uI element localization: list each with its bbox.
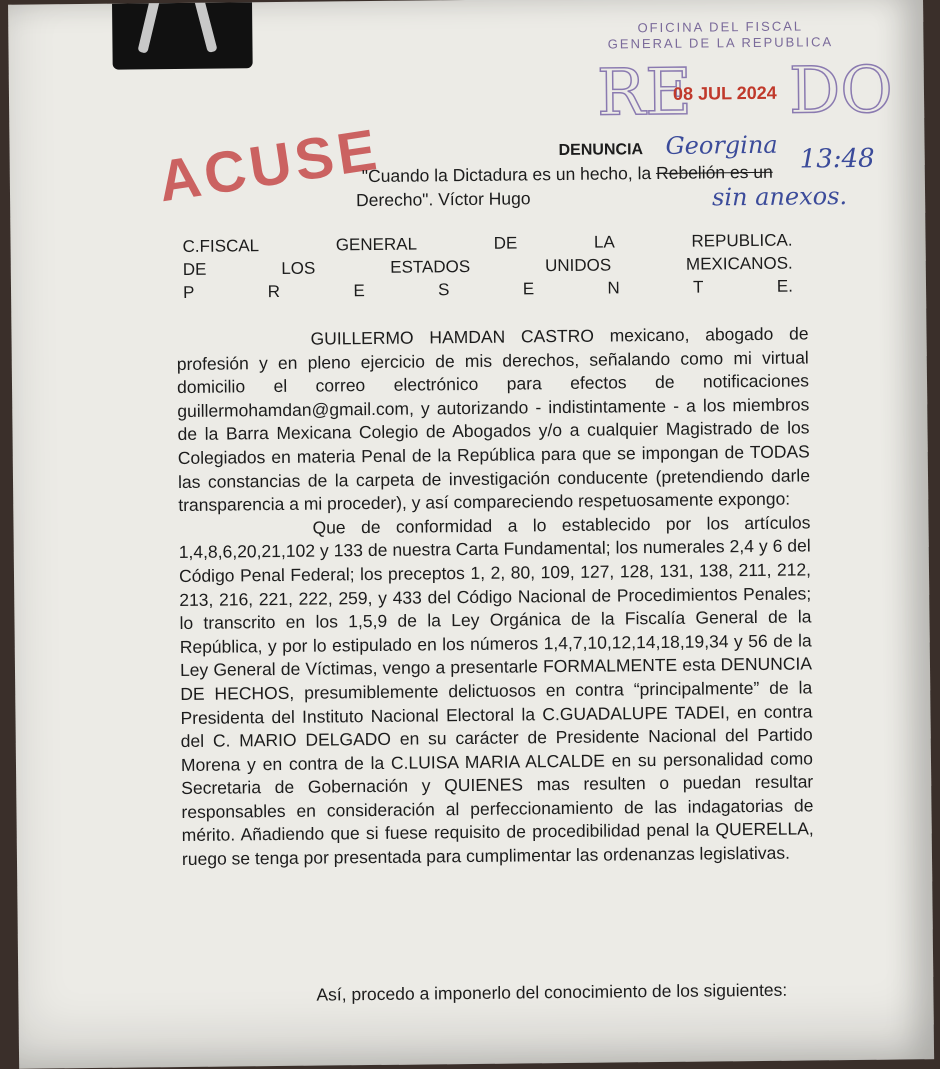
address-line1: [182, 231, 792, 258]
address-letter: T: [693, 277, 704, 297]
document-body: [176, 322, 814, 871]
address-letter: R: [267, 281, 281, 302]
document-page: [8, 0, 934, 1069]
handwritten-name: Georgina: [665, 130, 778, 160]
address-word: GENERAL: [335, 234, 418, 255]
handwritten-note: sin anexos.: [711, 182, 848, 212]
body-paragraph: Que de conformidad a lo establecido por los artículos 1,4,8,6,20,21,102 y 133 de nuestra Carta Fundamental; los numerales 2,4 y 6 del Código Penal Federal; los preceptos 1, 2, 80, 109, 127, 128, 131, 138, 211, 212, 213, 216, 221, 222, 259, y 433 del Código Nacional de Procedimientos Penales; lo transcrito en los 1,5,9 de la Ley Orgánica de la Fiscalía General de la República, y por lo estipulado en los números 1,4,7,10,12,14,18,19,34 y 56 de la Ley General de Víctimas, vengo a presentarle FORMALMENTE esta DENUNCIA DE HECHOS, presumiblemente delictuosos en contra “principalmente” de la Presidenta del Instituto Nacional Electoral la C.GUADALUPE TADEI, en contra del C. MARIO DELGADO en su carácter de Presidente Nacional del Partido Morena y en contra de la C.LUISA MARIA ALCALDE en su personalidad como Secretaria de Gobernación y QUIENES mas resulten o puedan resultar responsables en consideración al perfeccionamiento de las indagatorias de mérito. Añadiendo que si fuese requisito de procedibilidad penal la QUERELLA, ruego se tenga por presentada para cumplimentar las ordenanzas legislativas.: [178, 512, 814, 870]
document-title: DENUNCIA: [558, 141, 644, 160]
address-line2: [183, 254, 793, 281]
address-word: LA: [593, 232, 615, 252]
address-word: C.FISCAL: [182, 236, 260, 256]
received-stamp-prefix: RE: [596, 55, 693, 131]
address-letter: E.: [776, 276, 794, 296]
address-letter: S: [437, 280, 450, 300]
address-letter: P: [182, 282, 195, 302]
address-word: LOS: [281, 258, 316, 278]
closing-paragraph: [178, 974, 823, 1011]
received-stamp-date: 08 JUL 2024: [672, 82, 777, 104]
body-paragraph: Así, procedo a imponerlo del conocimiento de los siguientes:: [316, 979, 788, 1005]
address-word: MEXICANOS.: [685, 253, 793, 274]
epigraph-line1: [362, 161, 773, 189]
office-stamp-line2: GENERAL DE LA REPUBLICA: [607, 34, 834, 52]
acuse-stamp: ACUSE: [154, 116, 385, 215]
address-word: UNIDOS: [544, 255, 612, 276]
handwritten-time: 13:48: [799, 143, 875, 175]
binder-clip: [112, 2, 253, 69]
address-letter: E: [353, 281, 365, 301]
address-line3: [183, 277, 793, 304]
body-paragraph: GUILLERMO HAMDAN CASTRO mexicano, abogado de profesión y en pleno ejercicio de mis derechos, señalando como mi virtual domicilio el correo electrónico para efectos de notificaciones guillermohamdan@gmail.com, y autorizando - indistintamente - a los miembros de la Barra Mexicana Colegio de Abogados y/o a cualquier Magistrado de los Colegiados en materia Penal de la República para que se impongan de TODAS las constancias de la carpeta de investigación conducente (pretendiendo darle transparencia a mi proceder), y así compareciendo respetuosamente expongo:: [176, 323, 811, 516]
received-stamp: [596, 53, 894, 131]
epigraph-text: "Cuando la Dictadura es un hecho, la: [361, 163, 652, 187]
epigraph-struck-text: Rebelión es un: [655, 161, 773, 184]
address-letter: E: [522, 279, 535, 299]
received-stamp-suffix: DO: [788, 53, 894, 129]
address-word: ESTADOS: [390, 256, 471, 277]
office-stamp: [600, 18, 840, 53]
address-word: REPUBLICA.: [691, 230, 793, 251]
epigraph-line2: Derecho". Víctor Hugo: [355, 188, 531, 211]
address-letter: N: [607, 278, 620, 298]
office-stamp-line1: OFICINA DEL FISCAL: [637, 18, 804, 36]
address-word: DE: [493, 233, 518, 253]
address-word: DE: [182, 259, 207, 279]
